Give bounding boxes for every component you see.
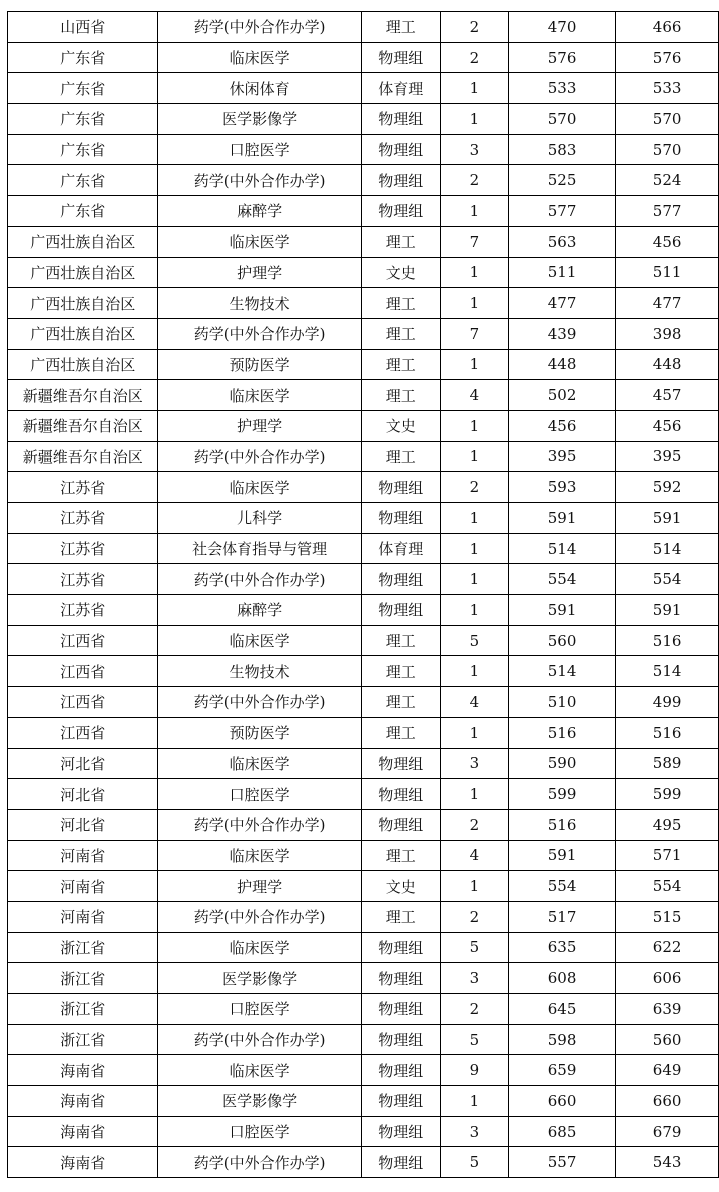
max-score-cell: 577 <box>508 196 615 227</box>
category-cell: 体育理 <box>361 533 440 564</box>
major-cell: 药学(中外合作办学) <box>158 564 361 595</box>
table-row <box>8 288 719 319</box>
category-cell: 理工 <box>361 12 440 43</box>
category-cell: 物理组 <box>361 42 440 73</box>
max-score-cell: 608 <box>508 963 615 994</box>
count-cell: 2 <box>440 42 508 73</box>
min-score-cell: 533 <box>616 73 719 104</box>
province-cell: 河南省 <box>8 871 158 902</box>
major-cell: 医学影像学 <box>158 963 361 994</box>
category-cell: 理工 <box>361 840 440 871</box>
max-score-cell: 554 <box>508 871 615 902</box>
max-score-cell: 554 <box>508 564 615 595</box>
max-score-cell: 659 <box>508 1055 615 1086</box>
count-cell: 1 <box>440 104 508 135</box>
count-cell: 7 <box>440 318 508 349</box>
major-cell: 医学影像学 <box>158 104 361 135</box>
category-cell: 理工 <box>361 318 440 349</box>
major-cell: 护理学 <box>158 871 361 902</box>
major-cell: 临床医学 <box>158 380 361 411</box>
min-score-cell: 456 <box>616 410 719 441</box>
count-cell: 1 <box>440 503 508 534</box>
major-cell: 药学(中外合作办学) <box>158 809 361 840</box>
count-cell: 3 <box>440 963 508 994</box>
count-cell: 2 <box>440 165 508 196</box>
province-cell: 广西壮族自治区 <box>8 288 158 319</box>
major-cell: 药学(中外合作办学) <box>158 1024 361 1055</box>
province-cell: 江西省 <box>8 687 158 718</box>
province-cell: 山西省 <box>8 12 158 43</box>
province-cell: 广东省 <box>8 196 158 227</box>
max-score-cell: 583 <box>508 134 615 165</box>
min-score-cell: 592 <box>616 472 719 503</box>
table-row <box>8 472 719 503</box>
table-row <box>8 42 719 73</box>
major-cell: 药学(中外合作办学) <box>158 318 361 349</box>
category-cell: 物理组 <box>361 932 440 963</box>
min-score-cell: 515 <box>616 901 719 932</box>
major-cell: 临床医学 <box>158 625 361 656</box>
min-score-cell: 554 <box>616 564 719 595</box>
min-score-cell: 477 <box>616 288 719 319</box>
min-score-cell: 554 <box>616 871 719 902</box>
max-score-cell: 525 <box>508 165 615 196</box>
province-cell: 江苏省 <box>8 503 158 534</box>
max-score-cell: 502 <box>508 380 615 411</box>
category-cell: 物理组 <box>361 564 440 595</box>
table-row <box>8 687 719 718</box>
min-score-cell: 514 <box>616 656 719 687</box>
province-cell: 河北省 <box>8 809 158 840</box>
count-cell: 1 <box>440 871 508 902</box>
table-row <box>8 134 719 165</box>
major-cell: 麻醉学 <box>158 595 361 626</box>
count-cell: 1 <box>440 717 508 748</box>
province-cell: 广东省 <box>8 134 158 165</box>
major-cell: 药学(中外合作办学) <box>158 441 361 472</box>
province-cell: 河南省 <box>8 901 158 932</box>
major-cell: 临床医学 <box>158 472 361 503</box>
category-cell: 物理组 <box>361 748 440 779</box>
min-score-cell: 589 <box>616 748 719 779</box>
table-row <box>8 779 719 810</box>
province-cell: 浙江省 <box>8 1024 158 1055</box>
category-cell: 理工 <box>361 349 440 380</box>
min-score-cell: 649 <box>616 1055 719 1086</box>
category-cell: 物理组 <box>361 165 440 196</box>
max-score-cell: 635 <box>508 932 615 963</box>
table-body <box>8 12 719 1178</box>
min-score-cell: 679 <box>616 1116 719 1147</box>
major-cell: 临床医学 <box>158 840 361 871</box>
table-row <box>8 104 719 135</box>
min-score-cell: 591 <box>616 595 719 626</box>
table-row <box>8 1024 719 1055</box>
category-cell: 理工 <box>361 901 440 932</box>
major-cell: 儿科学 <box>158 503 361 534</box>
count-cell: 1 <box>440 564 508 595</box>
table-row <box>8 625 719 656</box>
count-cell: 1 <box>440 656 508 687</box>
province-cell: 新疆维吾尔自治区 <box>8 410 158 441</box>
max-score-cell: 516 <box>508 717 615 748</box>
category-cell: 物理组 <box>361 1055 440 1086</box>
max-score-cell: 563 <box>508 226 615 257</box>
table-row <box>8 748 719 779</box>
province-cell: 新疆维吾尔自治区 <box>8 380 158 411</box>
min-score-cell: 576 <box>616 42 719 73</box>
table-row <box>8 533 719 564</box>
count-cell: 7 <box>440 226 508 257</box>
count-cell: 4 <box>440 380 508 411</box>
min-score-cell: 514 <box>616 533 719 564</box>
min-score-cell: 571 <box>616 840 719 871</box>
table-row <box>8 196 719 227</box>
min-score-cell: 516 <box>616 717 719 748</box>
category-cell: 理工 <box>361 687 440 718</box>
table-row <box>8 503 719 534</box>
table-row <box>8 1147 719 1178</box>
min-score-cell: 457 <box>616 380 719 411</box>
max-score-cell: 516 <box>508 809 615 840</box>
min-score-cell: 398 <box>616 318 719 349</box>
table-row <box>8 410 719 441</box>
min-score-cell: 570 <box>616 104 719 135</box>
min-score-cell: 456 <box>616 226 719 257</box>
max-score-cell: 685 <box>508 1116 615 1147</box>
min-score-cell: 599 <box>616 779 719 810</box>
max-score-cell: 533 <box>508 73 615 104</box>
major-cell: 生物技术 <box>158 288 361 319</box>
min-score-cell: 511 <box>616 257 719 288</box>
province-cell: 浙江省 <box>8 994 158 1025</box>
province-cell: 江西省 <box>8 656 158 687</box>
major-cell: 临床医学 <box>158 226 361 257</box>
category-cell: 物理组 <box>361 472 440 503</box>
table-row <box>8 963 719 994</box>
table-row <box>8 901 719 932</box>
category-cell: 理工 <box>361 656 440 687</box>
table-row <box>8 257 719 288</box>
min-score-cell: 495 <box>616 809 719 840</box>
max-score-cell: 599 <box>508 779 615 810</box>
max-score-cell: 477 <box>508 288 615 319</box>
count-cell: 5 <box>440 932 508 963</box>
major-cell: 临床医学 <box>158 42 361 73</box>
major-cell: 药学(中外合作办学) <box>158 687 361 718</box>
major-cell: 护理学 <box>158 410 361 441</box>
category-cell: 文史 <box>361 257 440 288</box>
max-score-cell: 456 <box>508 410 615 441</box>
min-score-cell: 622 <box>616 932 719 963</box>
max-score-cell: 448 <box>508 349 615 380</box>
count-cell: 5 <box>440 1024 508 1055</box>
count-cell: 1 <box>440 595 508 626</box>
province-cell: 广东省 <box>8 73 158 104</box>
category-cell: 物理组 <box>361 196 440 227</box>
major-cell: 药学(中外合作办学) <box>158 165 361 196</box>
major-cell: 医学影像学 <box>158 1086 361 1117</box>
count-cell: 1 <box>440 196 508 227</box>
max-score-cell: 570 <box>508 104 615 135</box>
category-cell: 物理组 <box>361 809 440 840</box>
major-cell: 临床医学 <box>158 1055 361 1086</box>
category-cell: 物理组 <box>361 779 440 810</box>
count-cell: 3 <box>440 1116 508 1147</box>
category-cell: 体育理 <box>361 73 440 104</box>
max-score-cell: 510 <box>508 687 615 718</box>
province-cell: 江苏省 <box>8 595 158 626</box>
count-cell: 5 <box>440 625 508 656</box>
major-cell: 临床医学 <box>158 932 361 963</box>
max-score-cell: 514 <box>508 533 615 564</box>
count-cell: 1 <box>440 1086 508 1117</box>
major-cell: 口腔医学 <box>158 1116 361 1147</box>
table-row <box>8 1055 719 1086</box>
table-row <box>8 226 719 257</box>
province-cell: 广东省 <box>8 104 158 135</box>
min-score-cell: 448 <box>616 349 719 380</box>
major-cell: 生物技术 <box>158 656 361 687</box>
major-cell: 临床医学 <box>158 748 361 779</box>
max-score-cell: 439 <box>508 318 615 349</box>
category-cell: 物理组 <box>361 1147 440 1178</box>
category-cell: 物理组 <box>361 134 440 165</box>
province-cell: 江西省 <box>8 717 158 748</box>
count-cell: 2 <box>440 12 508 43</box>
table-row <box>8 717 719 748</box>
count-cell: 5 <box>440 1147 508 1178</box>
province-cell: 广西壮族自治区 <box>8 226 158 257</box>
count-cell: 2 <box>440 472 508 503</box>
count-cell: 1 <box>440 779 508 810</box>
table-row <box>8 656 719 687</box>
province-cell: 江苏省 <box>8 533 158 564</box>
count-cell: 2 <box>440 901 508 932</box>
table-row <box>8 932 719 963</box>
province-cell: 海南省 <box>8 1086 158 1117</box>
category-cell: 物理组 <box>361 994 440 1025</box>
major-cell: 休闲体育 <box>158 73 361 104</box>
category-cell: 理工 <box>361 625 440 656</box>
table-row <box>8 318 719 349</box>
table-row <box>8 809 719 840</box>
admission-score-table <box>7 11 719 1178</box>
count-cell: 1 <box>440 288 508 319</box>
table-row <box>8 12 719 43</box>
count-cell: 4 <box>440 840 508 871</box>
table-row <box>8 165 719 196</box>
max-score-cell: 591 <box>508 840 615 871</box>
count-cell: 1 <box>440 349 508 380</box>
min-score-cell: 577 <box>616 196 719 227</box>
table-row <box>8 595 719 626</box>
province-cell: 海南省 <box>8 1116 158 1147</box>
min-score-cell: 570 <box>616 134 719 165</box>
province-cell: 浙江省 <box>8 963 158 994</box>
count-cell: 1 <box>440 410 508 441</box>
major-cell: 口腔医学 <box>158 779 361 810</box>
count-cell: 1 <box>440 73 508 104</box>
admission-score-table-container <box>7 11 719 1178</box>
max-score-cell: 598 <box>508 1024 615 1055</box>
max-score-cell: 470 <box>508 12 615 43</box>
province-cell: 广西壮族自治区 <box>8 318 158 349</box>
province-cell: 江西省 <box>8 625 158 656</box>
province-cell: 广西壮族自治区 <box>8 349 158 380</box>
max-score-cell: 593 <box>508 472 615 503</box>
province-cell: 河北省 <box>8 779 158 810</box>
category-cell: 理工 <box>361 441 440 472</box>
table-row <box>8 380 719 411</box>
min-score-cell: 606 <box>616 963 719 994</box>
category-cell: 物理组 <box>361 104 440 135</box>
province-cell: 河北省 <box>8 748 158 779</box>
province-cell: 广东省 <box>8 42 158 73</box>
table-row <box>8 349 719 380</box>
min-score-cell: 639 <box>616 994 719 1025</box>
min-score-cell: 524 <box>616 165 719 196</box>
province-cell: 广东省 <box>8 165 158 196</box>
table-row <box>8 994 719 1025</box>
province-cell: 浙江省 <box>8 932 158 963</box>
table-row <box>8 1116 719 1147</box>
table-row <box>8 564 719 595</box>
major-cell: 预防医学 <box>158 349 361 380</box>
max-score-cell: 395 <box>508 441 615 472</box>
table-row <box>8 441 719 472</box>
province-cell: 江苏省 <box>8 472 158 503</box>
count-cell: 2 <box>440 994 508 1025</box>
min-score-cell: 543 <box>616 1147 719 1178</box>
province-cell: 海南省 <box>8 1147 158 1178</box>
province-cell: 海南省 <box>8 1055 158 1086</box>
max-score-cell: 514 <box>508 656 615 687</box>
category-cell: 文史 <box>361 871 440 902</box>
table-row <box>8 73 719 104</box>
major-cell: 药学(中外合作办学) <box>158 1147 361 1178</box>
max-score-cell: 511 <box>508 257 615 288</box>
max-score-cell: 560 <box>508 625 615 656</box>
count-cell: 1 <box>440 441 508 472</box>
max-score-cell: 591 <box>508 503 615 534</box>
count-cell: 3 <box>440 748 508 779</box>
category-cell: 理工 <box>361 226 440 257</box>
count-cell: 1 <box>440 257 508 288</box>
province-cell: 广西壮族自治区 <box>8 257 158 288</box>
max-score-cell: 591 <box>508 595 615 626</box>
major-cell: 麻醉学 <box>158 196 361 227</box>
province-cell: 河南省 <box>8 840 158 871</box>
max-score-cell: 557 <box>508 1147 615 1178</box>
count-cell: 4 <box>440 687 508 718</box>
count-cell: 2 <box>440 809 508 840</box>
min-score-cell: 591 <box>616 503 719 534</box>
category-cell: 理工 <box>361 717 440 748</box>
category-cell: 物理组 <box>361 1086 440 1117</box>
max-score-cell: 576 <box>508 42 615 73</box>
min-score-cell: 499 <box>616 687 719 718</box>
max-score-cell: 660 <box>508 1086 615 1117</box>
count-cell: 1 <box>440 533 508 564</box>
major-cell: 社会体育指导与管理 <box>158 533 361 564</box>
major-cell: 预防医学 <box>158 717 361 748</box>
table-row <box>8 840 719 871</box>
major-cell: 药学(中外合作办学) <box>158 12 361 43</box>
major-cell: 护理学 <box>158 257 361 288</box>
max-score-cell: 517 <box>508 901 615 932</box>
category-cell: 物理组 <box>361 595 440 626</box>
min-score-cell: 560 <box>616 1024 719 1055</box>
min-score-cell: 395 <box>616 441 719 472</box>
province-cell: 江苏省 <box>8 564 158 595</box>
table-row <box>8 871 719 902</box>
max-score-cell: 590 <box>508 748 615 779</box>
category-cell: 理工 <box>361 380 440 411</box>
category-cell: 物理组 <box>361 963 440 994</box>
count-cell: 9 <box>440 1055 508 1086</box>
major-cell: 口腔医学 <box>158 994 361 1025</box>
min-score-cell: 466 <box>616 12 719 43</box>
province-cell: 新疆维吾尔自治区 <box>8 441 158 472</box>
max-score-cell: 645 <box>508 994 615 1025</box>
category-cell: 物理组 <box>361 503 440 534</box>
min-score-cell: 660 <box>616 1086 719 1117</box>
min-score-cell: 516 <box>616 625 719 656</box>
major-cell: 药学(中外合作办学) <box>158 901 361 932</box>
count-cell: 3 <box>440 134 508 165</box>
category-cell: 物理组 <box>361 1024 440 1055</box>
table-row <box>8 1086 719 1117</box>
category-cell: 文史 <box>361 410 440 441</box>
category-cell: 物理组 <box>361 1116 440 1147</box>
major-cell: 口腔医学 <box>158 134 361 165</box>
category-cell: 理工 <box>361 288 440 319</box>
